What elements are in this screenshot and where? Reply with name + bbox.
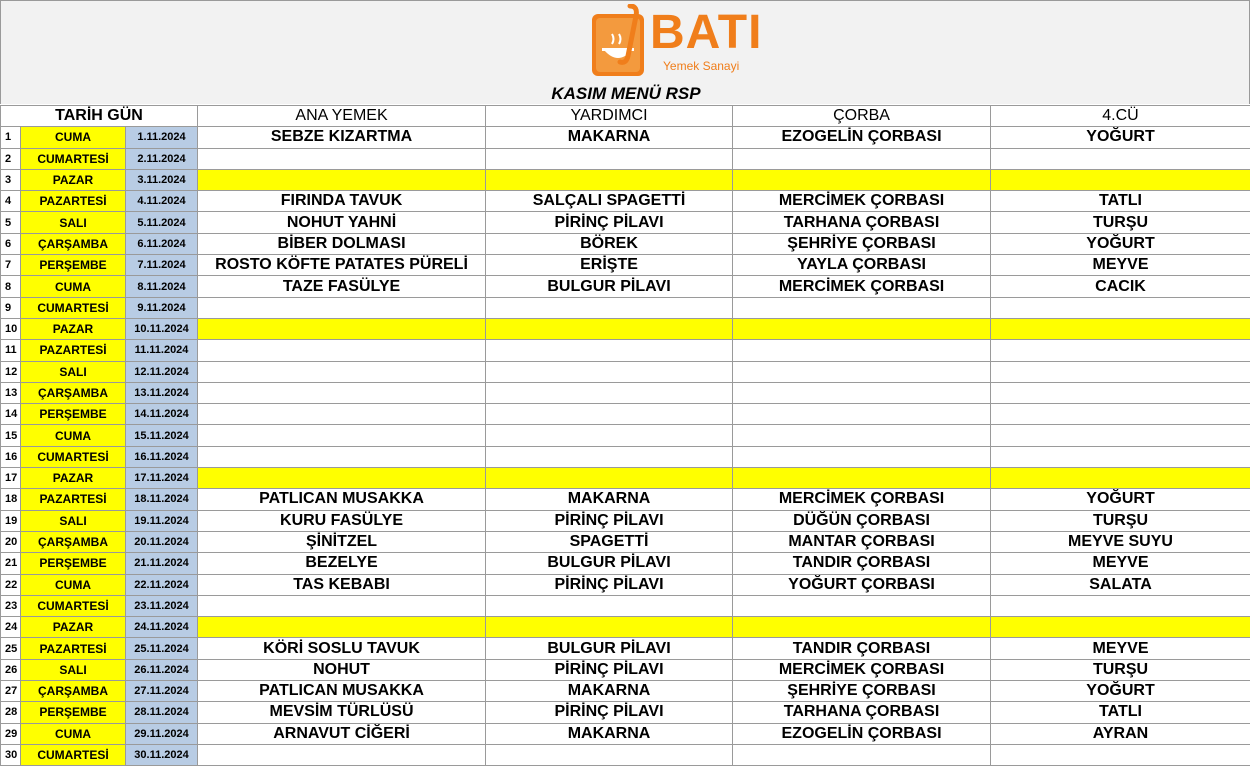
column-header-main: ANA YEMEK bbox=[198, 106, 486, 127]
fourth-dish-cell bbox=[991, 361, 1250, 382]
date-cell: 20.11.2024 bbox=[126, 531, 198, 552]
row-number: 9 bbox=[1, 297, 21, 318]
main-dish-cell bbox=[198, 340, 486, 361]
menu-title: KASIM MENÜ RSP bbox=[551, 84, 701, 103]
main-dish-cell: NOHUT bbox=[198, 659, 486, 680]
main-dish-cell: SEBZE KIZARTMA bbox=[198, 127, 486, 148]
fourth-dish-cell bbox=[991, 404, 1250, 425]
column-header-fourth: 4.CÜ bbox=[991, 106, 1250, 127]
date-cell: 22.11.2024 bbox=[126, 574, 198, 595]
table-row bbox=[1, 638, 1250, 659]
soup-cell: YOĞURT ÇORBASI bbox=[733, 574, 991, 595]
fourth-dish-cell bbox=[991, 617, 1250, 638]
date-cell: 14.11.2024 bbox=[126, 404, 198, 425]
date-cell: 12.11.2024 bbox=[126, 361, 198, 382]
menu-body bbox=[1, 127, 1250, 766]
menu-table bbox=[0, 105, 1250, 766]
table-row bbox=[1, 318, 1250, 339]
side-dish-cell bbox=[486, 468, 733, 489]
date-cell: 30.11.2024 bbox=[126, 744, 198, 765]
soup-cell: TANDIR ÇORBASI bbox=[733, 553, 991, 574]
table-row bbox=[1, 382, 1250, 403]
soup-cell bbox=[733, 617, 991, 638]
row-number: 11 bbox=[1, 340, 21, 361]
row-number: 4 bbox=[1, 191, 21, 212]
fourth-dish-cell: TURŞU bbox=[991, 212, 1250, 233]
fourth-dish-cell bbox=[991, 297, 1250, 318]
row-number: 7 bbox=[1, 255, 21, 276]
brand-name: BATI bbox=[650, 6, 763, 59]
fourth-dish-cell bbox=[991, 595, 1250, 616]
main-dish-cell bbox=[198, 468, 486, 489]
fourth-dish-cell bbox=[991, 425, 1250, 446]
day-cell: PAZARTESİ bbox=[21, 191, 126, 212]
table-row bbox=[1, 595, 1250, 616]
table-row bbox=[1, 127, 1250, 148]
row-number: 14 bbox=[1, 404, 21, 425]
date-cell: 1.11.2024 bbox=[126, 127, 198, 148]
main-dish-cell bbox=[198, 744, 486, 765]
side-dish-cell bbox=[486, 297, 733, 318]
day-cell: PAZAR bbox=[21, 169, 126, 190]
table-row bbox=[1, 702, 1250, 723]
soup-cell: EZOGELİN ÇORBASI bbox=[733, 127, 991, 148]
table-row bbox=[1, 233, 1250, 254]
side-dish-cell bbox=[486, 340, 733, 361]
row-number: 27 bbox=[1, 681, 21, 702]
date-cell: 27.11.2024 bbox=[126, 681, 198, 702]
side-dish-cell: PİRİNÇ PİLAVI bbox=[486, 574, 733, 595]
soup-cell: MERCİMEK ÇORBASI bbox=[733, 276, 991, 297]
fourth-dish-cell: YOĞURT bbox=[991, 233, 1250, 254]
date-cell: 28.11.2024 bbox=[126, 702, 198, 723]
column-header-side: YARDIMCI bbox=[486, 106, 733, 127]
table-row bbox=[1, 574, 1250, 595]
side-dish-cell bbox=[486, 425, 733, 446]
date-cell: 16.11.2024 bbox=[126, 446, 198, 467]
main-dish-cell: KURU FASÜLYE bbox=[198, 510, 486, 531]
row-number: 15 bbox=[1, 425, 21, 446]
day-cell: CUMA bbox=[21, 574, 126, 595]
day-cell: PERŞEMBE bbox=[21, 255, 126, 276]
row-number: 28 bbox=[1, 702, 21, 723]
side-dish-cell bbox=[486, 382, 733, 403]
date-cell: 4.11.2024 bbox=[126, 191, 198, 212]
soup-cell bbox=[733, 148, 991, 169]
soup-cell: TARHANA ÇORBASI bbox=[733, 702, 991, 723]
day-cell: CUMA bbox=[21, 127, 126, 148]
side-dish-cell bbox=[486, 169, 733, 190]
day-cell: CUMA bbox=[21, 425, 126, 446]
column-header-date-day: TARİH GÜN bbox=[1, 106, 198, 127]
table-row bbox=[1, 531, 1250, 552]
fourth-dish-cell bbox=[991, 744, 1250, 765]
fourth-dish-cell: MEYVE bbox=[991, 553, 1250, 574]
date-cell: 25.11.2024 bbox=[126, 638, 198, 659]
date-cell: 13.11.2024 bbox=[126, 382, 198, 403]
date-cell: 26.11.2024 bbox=[126, 659, 198, 680]
row-number: 26 bbox=[1, 659, 21, 680]
table-row bbox=[1, 191, 1250, 212]
table-row bbox=[1, 489, 1250, 510]
day-cell: SALI bbox=[21, 212, 126, 233]
row-number: 1 bbox=[1, 127, 21, 148]
sheet-header bbox=[0, 0, 1250, 104]
soup-cell bbox=[733, 169, 991, 190]
main-dish-cell bbox=[198, 595, 486, 616]
table-row bbox=[1, 169, 1250, 190]
soup-cell bbox=[733, 318, 991, 339]
fourth-dish-cell bbox=[991, 318, 1250, 339]
main-dish-cell bbox=[198, 446, 486, 467]
main-dish-cell bbox=[198, 404, 486, 425]
soup-cell bbox=[733, 361, 991, 382]
brand-tagline: Yemek Sanayi bbox=[663, 59, 740, 73]
day-cell: CUMARTESİ bbox=[21, 744, 126, 765]
row-number: 23 bbox=[1, 595, 21, 616]
side-dish-cell bbox=[486, 446, 733, 467]
main-dish-cell: ŞİNİTZEL bbox=[198, 531, 486, 552]
side-dish-cell: BÖREK bbox=[486, 233, 733, 254]
day-cell: CUMARTESİ bbox=[21, 148, 126, 169]
soup-cell: MERCİMEK ÇORBASI bbox=[733, 489, 991, 510]
table-row bbox=[1, 744, 1250, 765]
soup-cell bbox=[733, 595, 991, 616]
side-dish-cell bbox=[486, 148, 733, 169]
table-row bbox=[1, 468, 1250, 489]
main-dish-cell bbox=[198, 169, 486, 190]
fourth-dish-cell bbox=[991, 148, 1250, 169]
soup-cell bbox=[733, 297, 991, 318]
day-cell: PAZAR bbox=[21, 318, 126, 339]
soup-cell: MERCİMEK ÇORBASI bbox=[733, 191, 991, 212]
main-dish-cell bbox=[198, 148, 486, 169]
soup-cell: YAYLA ÇORBASI bbox=[733, 255, 991, 276]
side-dish-cell bbox=[486, 404, 733, 425]
soup-cell: DÜĞÜN ÇORBASI bbox=[733, 510, 991, 531]
row-number: 8 bbox=[1, 276, 21, 297]
date-cell: 10.11.2024 bbox=[126, 318, 198, 339]
fourth-dish-cell: SALATA bbox=[991, 574, 1250, 595]
day-cell: CUMA bbox=[21, 276, 126, 297]
soup-cell bbox=[733, 446, 991, 467]
table-row bbox=[1, 659, 1250, 680]
fourth-dish-cell: TURŞU bbox=[991, 510, 1250, 531]
main-dish-cell: PATLICAN MUSAKKA bbox=[198, 681, 486, 702]
main-dish-cell: FIRINDA TAVUK bbox=[198, 191, 486, 212]
column-header-soup: ÇORBA bbox=[733, 106, 991, 127]
main-dish-cell: NOHUT YAHNİ bbox=[198, 212, 486, 233]
day-cell: PERŞEMBE bbox=[21, 702, 126, 723]
row-number: 29 bbox=[1, 723, 21, 744]
side-dish-cell: PİRİNÇ PİLAVI bbox=[486, 702, 733, 723]
table-row bbox=[1, 255, 1250, 276]
soup-cell: TANDIR ÇORBASI bbox=[733, 638, 991, 659]
side-dish-cell bbox=[486, 361, 733, 382]
day-cell: ÇARŞAMBA bbox=[21, 531, 126, 552]
day-cell: PAZARTESİ bbox=[21, 340, 126, 361]
day-cell: PERŞEMBE bbox=[21, 553, 126, 574]
date-cell: 8.11.2024 bbox=[126, 276, 198, 297]
main-dish-cell: TAS KEBABI bbox=[198, 574, 486, 595]
main-dish-cell bbox=[198, 382, 486, 403]
fourth-dish-cell bbox=[991, 169, 1250, 190]
day-cell: SALI bbox=[21, 510, 126, 531]
side-dish-cell: BULGUR PİLAVI bbox=[486, 276, 733, 297]
day-cell: CUMARTESİ bbox=[21, 595, 126, 616]
main-dish-cell: BEZELYE bbox=[198, 553, 486, 574]
table-row bbox=[1, 553, 1250, 574]
date-cell: 17.11.2024 bbox=[126, 468, 198, 489]
side-dish-cell bbox=[486, 318, 733, 339]
date-cell: 23.11.2024 bbox=[126, 595, 198, 616]
table-row bbox=[1, 510, 1250, 531]
day-cell: SALI bbox=[21, 361, 126, 382]
date-cell: 21.11.2024 bbox=[126, 553, 198, 574]
date-cell: 19.11.2024 bbox=[126, 510, 198, 531]
main-dish-cell bbox=[198, 425, 486, 446]
side-dish-cell: PİRİNÇ PİLAVI bbox=[486, 212, 733, 233]
date-cell: 11.11.2024 bbox=[126, 340, 198, 361]
day-cell: PERŞEMBE bbox=[21, 404, 126, 425]
table-row bbox=[1, 212, 1250, 233]
fourth-dish-cell: YOĞURT bbox=[991, 681, 1250, 702]
soup-cell bbox=[733, 425, 991, 446]
table-row bbox=[1, 361, 1250, 382]
date-cell: 3.11.2024 bbox=[126, 169, 198, 190]
main-dish-cell: PATLICAN MUSAKKA bbox=[198, 489, 486, 510]
date-cell: 29.11.2024 bbox=[126, 723, 198, 744]
table-row bbox=[1, 446, 1250, 467]
table-row bbox=[1, 404, 1250, 425]
soup-cell: MERCİMEK ÇORBASI bbox=[733, 659, 991, 680]
day-cell: CUMA bbox=[21, 723, 126, 744]
table-row bbox=[1, 297, 1250, 318]
fourth-dish-cell bbox=[991, 446, 1250, 467]
table-row bbox=[1, 340, 1250, 361]
fourth-dish-cell: TATLI bbox=[991, 702, 1250, 723]
row-number: 18 bbox=[1, 489, 21, 510]
table-row bbox=[1, 148, 1250, 169]
row-number: 3 bbox=[1, 169, 21, 190]
soup-cell: TARHANA ÇORBASI bbox=[733, 212, 991, 233]
table-row bbox=[1, 617, 1250, 638]
row-number: 25 bbox=[1, 638, 21, 659]
fourth-dish-cell: TURŞU bbox=[991, 659, 1250, 680]
side-dish-cell: MAKARNA bbox=[486, 723, 733, 744]
main-dish-cell: ROSTO KÖFTE PATATES PÜRELİ bbox=[198, 255, 486, 276]
row-number: 2 bbox=[1, 148, 21, 169]
main-dish-cell bbox=[198, 318, 486, 339]
day-cell: SALI bbox=[21, 659, 126, 680]
side-dish-cell bbox=[486, 617, 733, 638]
table-row bbox=[1, 425, 1250, 446]
side-dish-cell: ERİŞTE bbox=[486, 255, 733, 276]
side-dish-cell: MAKARNA bbox=[486, 489, 733, 510]
main-dish-cell: ARNAVUT CİĞERİ bbox=[198, 723, 486, 744]
day-cell: CUMARTESİ bbox=[21, 446, 126, 467]
fourth-dish-cell bbox=[991, 340, 1250, 361]
soup-cell: MANTAR ÇORBASI bbox=[733, 531, 991, 552]
fourth-dish-cell: CACIK bbox=[991, 276, 1250, 297]
date-cell: 18.11.2024 bbox=[126, 489, 198, 510]
main-dish-cell: BİBER DOLMASI bbox=[198, 233, 486, 254]
day-cell: PAZARTESİ bbox=[21, 638, 126, 659]
day-cell: ÇARŞAMBA bbox=[21, 681, 126, 702]
day-cell: ÇARŞAMBA bbox=[21, 382, 126, 403]
date-cell: 7.11.2024 bbox=[126, 255, 198, 276]
main-dish-cell: KÖRİ SOSLU TAVUK bbox=[198, 638, 486, 659]
fourth-dish-cell: YOĞURT bbox=[991, 127, 1250, 148]
side-dish-cell: SALÇALI SPAGETTİ bbox=[486, 191, 733, 212]
soup-cell: ŞEHRİYE ÇORBASI bbox=[733, 681, 991, 702]
header-row bbox=[1, 106, 1250, 127]
soup-cell: ŞEHRİYE ÇORBASI bbox=[733, 233, 991, 254]
day-cell: PAZARTESİ bbox=[21, 489, 126, 510]
side-dish-cell: PİRİNÇ PİLAVI bbox=[486, 510, 733, 531]
day-cell: ÇARŞAMBA bbox=[21, 233, 126, 254]
main-dish-cell bbox=[198, 297, 486, 318]
fourth-dish-cell: YOĞURT bbox=[991, 489, 1250, 510]
row-number: 10 bbox=[1, 318, 21, 339]
fourth-dish-cell bbox=[991, 382, 1250, 403]
row-number: 19 bbox=[1, 510, 21, 531]
row-number: 13 bbox=[1, 382, 21, 403]
row-number: 24 bbox=[1, 617, 21, 638]
side-dish-cell: MAKARNA bbox=[486, 127, 733, 148]
main-dish-cell: MEVSİM TÜRLÜSÜ bbox=[198, 702, 486, 723]
row-number: 6 bbox=[1, 233, 21, 254]
row-number: 5 bbox=[1, 212, 21, 233]
fourth-dish-cell: AYRAN bbox=[991, 723, 1250, 744]
date-cell: 5.11.2024 bbox=[126, 212, 198, 233]
row-number: 12 bbox=[1, 361, 21, 382]
side-dish-cell: PİRİNÇ PİLAVI bbox=[486, 659, 733, 680]
date-cell: 2.11.2024 bbox=[126, 148, 198, 169]
day-cell: CUMARTESİ bbox=[21, 297, 126, 318]
soup-cell bbox=[733, 340, 991, 361]
side-dish-cell: MAKARNA bbox=[486, 681, 733, 702]
date-cell: 15.11.2024 bbox=[126, 425, 198, 446]
fourth-dish-cell: MEYVE bbox=[991, 638, 1250, 659]
date-cell: 6.11.2024 bbox=[126, 233, 198, 254]
side-dish-cell: SPAGETTİ bbox=[486, 531, 733, 552]
day-cell: PAZAR bbox=[21, 468, 126, 489]
fourth-dish-cell bbox=[991, 468, 1250, 489]
table-row bbox=[1, 276, 1250, 297]
soup-cell bbox=[733, 382, 991, 403]
main-dish-cell bbox=[198, 361, 486, 382]
soup-cell bbox=[733, 744, 991, 765]
side-dish-cell: BULGUR PİLAVI bbox=[486, 553, 733, 574]
table-row bbox=[1, 681, 1250, 702]
row-number: 16 bbox=[1, 446, 21, 467]
main-dish-cell: TAZE FASÜLYE bbox=[198, 276, 486, 297]
side-dish-cell bbox=[486, 595, 733, 616]
soup-cell bbox=[733, 468, 991, 489]
row-number: 22 bbox=[1, 574, 21, 595]
date-cell: 24.11.2024 bbox=[126, 617, 198, 638]
date-cell: 9.11.2024 bbox=[126, 297, 198, 318]
side-dish-cell: BULGUR PİLAVI bbox=[486, 638, 733, 659]
row-number: 20 bbox=[1, 531, 21, 552]
row-number: 17 bbox=[1, 468, 21, 489]
row-number: 30 bbox=[1, 744, 21, 765]
day-cell: PAZAR bbox=[21, 617, 126, 638]
table-row bbox=[1, 723, 1250, 744]
soup-cell: EZOGELİN ÇORBASI bbox=[733, 723, 991, 744]
fourth-dish-cell: TATLI bbox=[991, 191, 1250, 212]
fourth-dish-cell: MEYVE bbox=[991, 255, 1250, 276]
side-dish-cell bbox=[486, 744, 733, 765]
fourth-dish-cell: MEYVE SUYU bbox=[991, 531, 1250, 552]
soup-cell bbox=[733, 404, 991, 425]
row-number: 21 bbox=[1, 553, 21, 574]
main-dish-cell bbox=[198, 617, 486, 638]
